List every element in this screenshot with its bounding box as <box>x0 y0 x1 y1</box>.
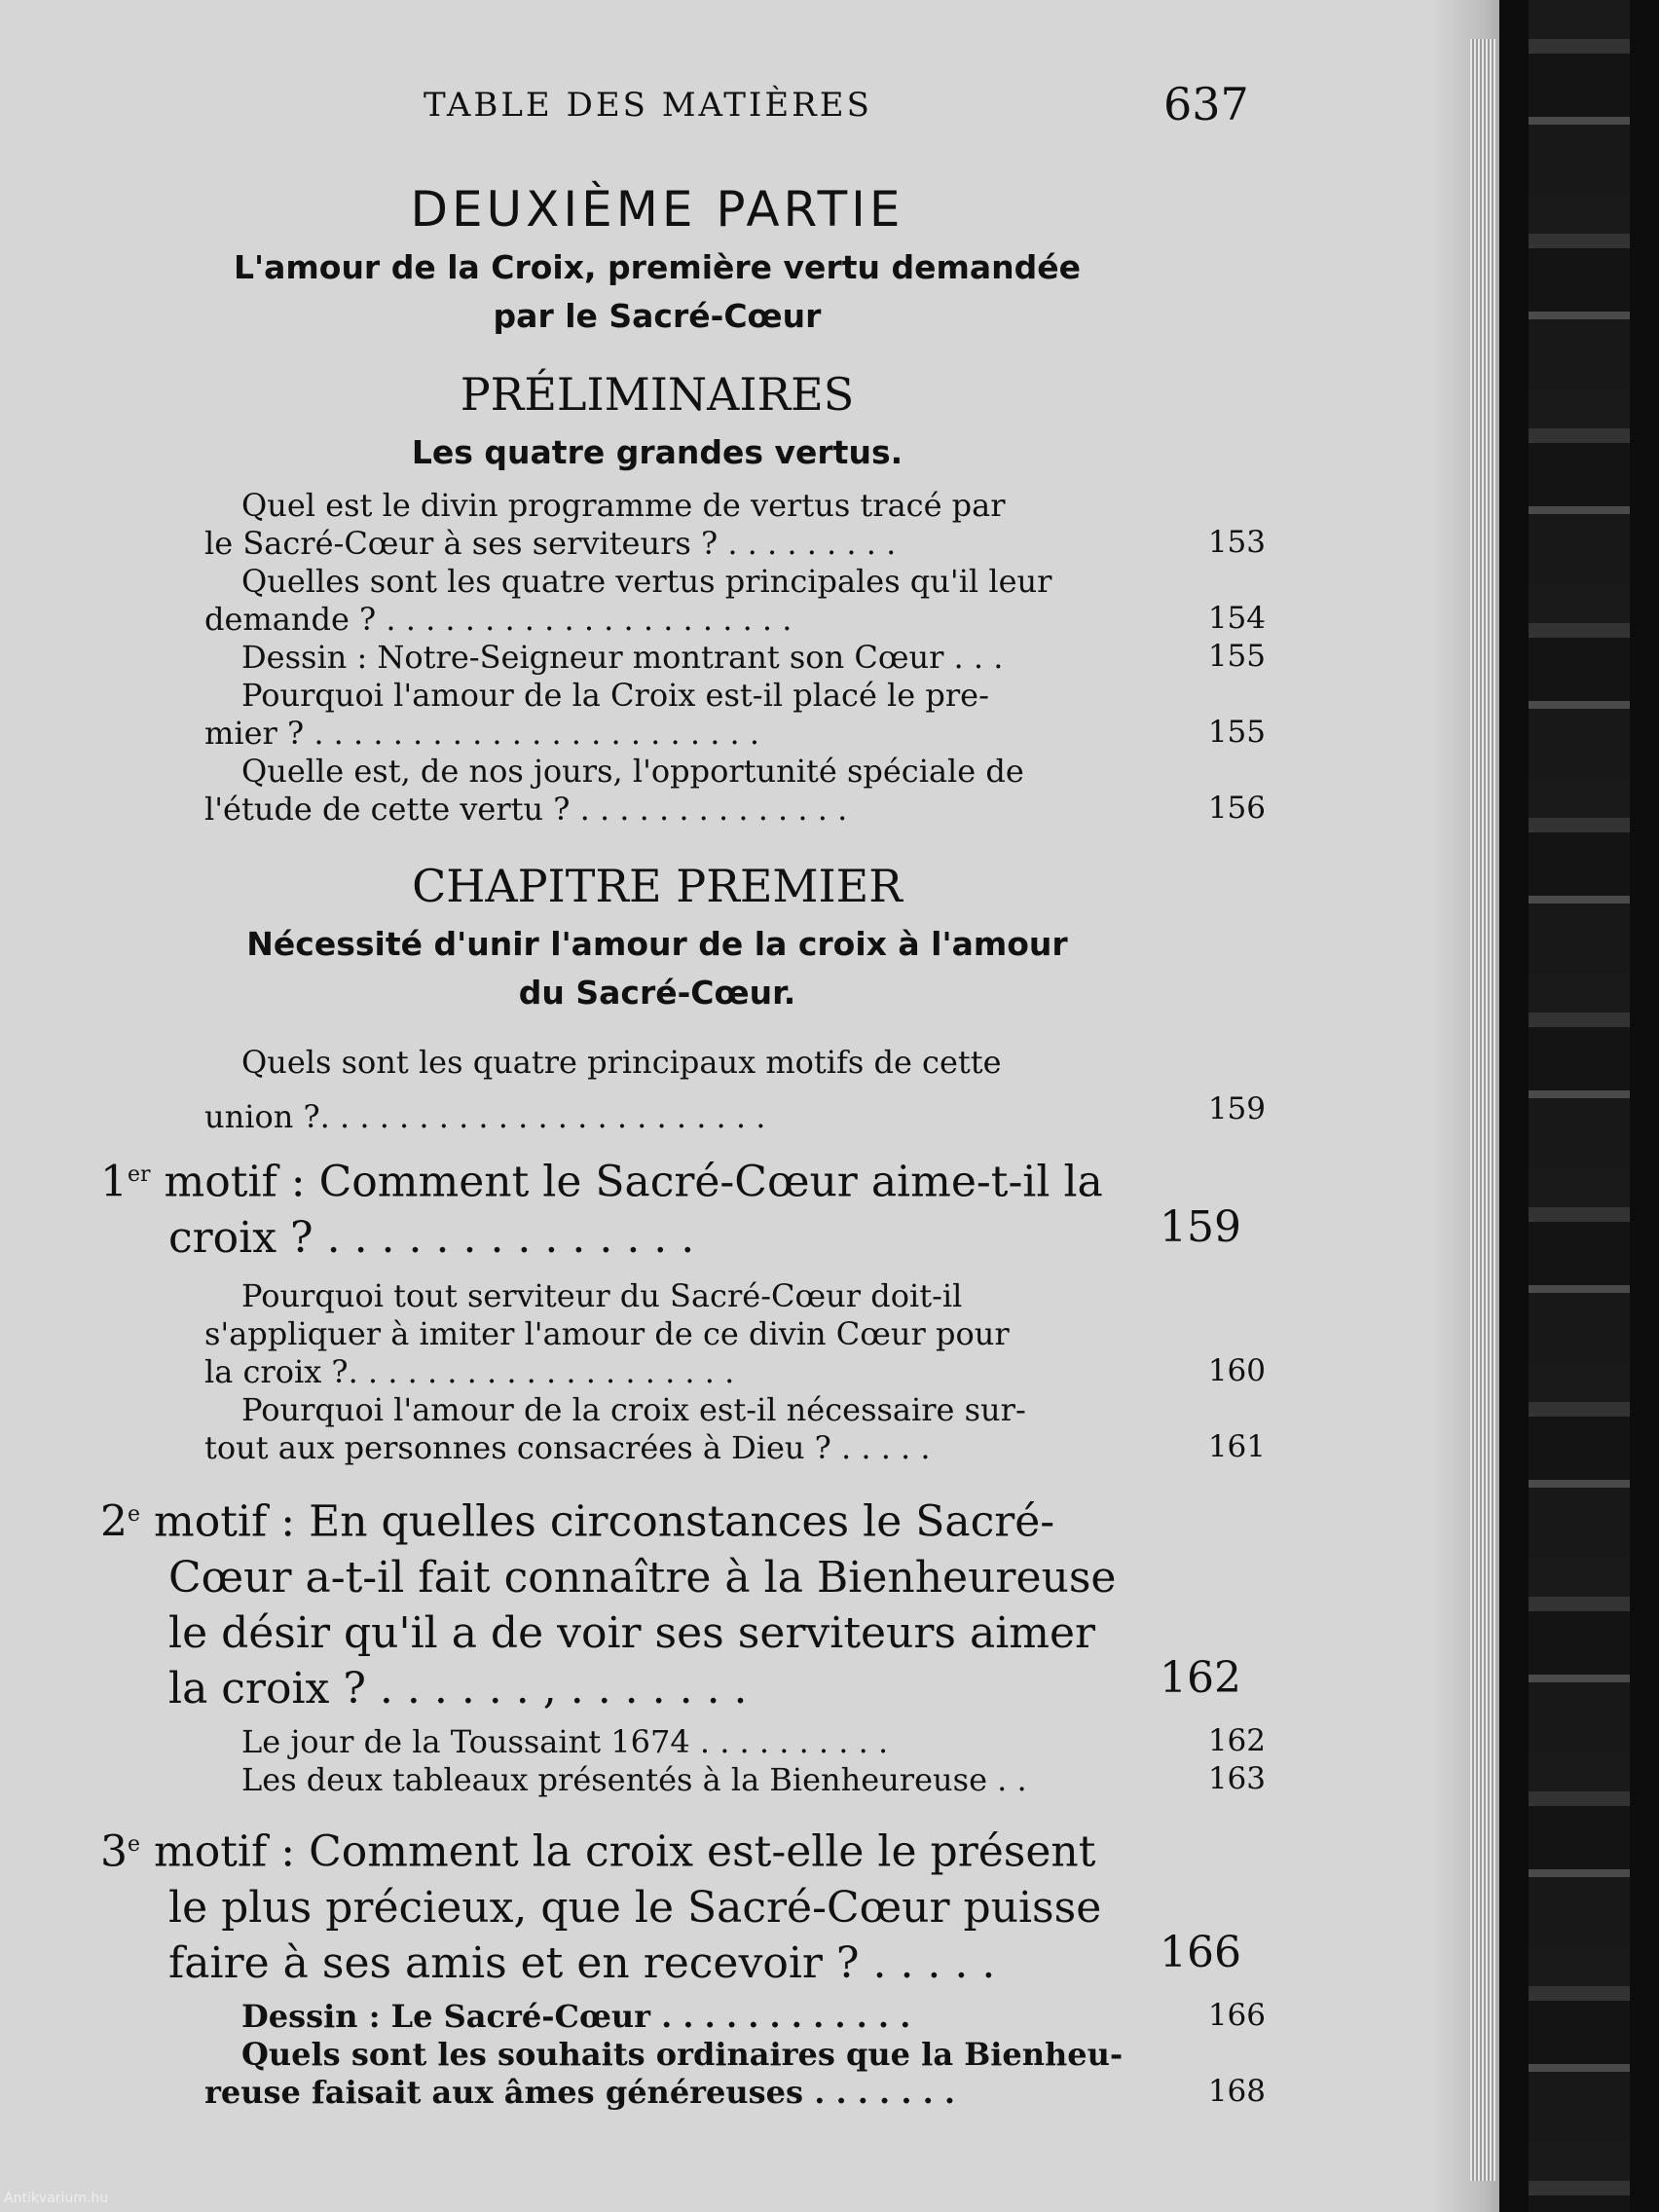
motif-ordinal: 3 <box>100 1826 128 1877</box>
motif-heading-line: motif : En quelles circonstances le Sacré- <box>154 1496 1055 1547</box>
page-number: 637 <box>1163 78 1249 130</box>
toc-entry-line: Quelles sont les quatre vertus principales qu'il leur <box>241 563 1052 600</box>
toc-entry <box>204 1761 1241 1799</box>
chapter-subtitle-line1: Nécessité d'unir l'amour de la croix à l'amour <box>246 925 1068 963</box>
part-subtitle-line1: L'amour de la Croix, première vertu demandée <box>233 248 1082 286</box>
motif-page-number: 159 <box>1160 1202 1241 1252</box>
part-subtitle-line2: par le Sacré-Cœur <box>493 297 822 335</box>
toc-page-number: 159 <box>1207 1091 1266 1126</box>
motif-heading-line: Cœur a-t-il fait connaître à la Bienheureuse <box>168 1552 1117 1603</box>
section-title-preliminaires: PRÉLIMINAIRES <box>460 368 855 421</box>
toc-entry-line: s'appliquer à imiter l'amour de ce divin Cœur pour <box>204 1315 1010 1352</box>
motif-page-number: 166 <box>1160 1928 1241 1977</box>
toc-entry-line: reuse faisait aux âmes généreuses . . . . . . . <box>204 2074 956 2111</box>
part-title: DEUXIÈME PARTIE <box>410 181 904 238</box>
motif-heading-line: le plus précieux, que le Sacré-Cœur puisse <box>168 1882 1102 1933</box>
toc-entry-line: Les deux tableaux présentés à la Bienheureuse . . <box>241 1761 1027 1798</box>
toc-entry <box>204 1035 1241 1144</box>
running-header-title: TABLE DES MATIÈRES <box>424 86 872 125</box>
motif-ordinal-suffix: er <box>128 1162 151 1187</box>
toc-entry <box>204 563 1241 639</box>
toc-entry-line: la croix ?. . . . . . . . . . . . . . . . . . . . <box>204 1353 735 1390</box>
toc-page-number: 155 <box>1207 715 1266 750</box>
toc-entry <box>204 487 1241 563</box>
toc-entry-line: Quel est le divin programme de vertus tracé par <box>241 487 1006 524</box>
toc-entry-line: Quels sont les quatre principaux motifs de cette <box>241 1044 1002 1081</box>
motif-heading-line: la croix ? . . . . . . , . . . . . . . <box>168 1663 748 1714</box>
toc-page-number: 161 <box>1207 1429 1266 1464</box>
toc-page-number: 166 <box>1207 1998 1266 2033</box>
toc-entry-line: mier ? . . . . . . . . . . . . . . . . . . . . . . . <box>204 715 760 752</box>
motif-heading-line: faire à ses amis et en recevoir ? . . . . . <box>168 1937 996 1988</box>
toc-entry-line: tout aux personnes consacrées à Dieu ? . . . . . <box>204 1429 931 1466</box>
toc-entry-line: union ?. . . . . . . . . . . . . . . . . . . . . . . <box>204 1098 766 1135</box>
spine-texture <box>1529 0 1630 2212</box>
toc-entry <box>204 753 1241 829</box>
toc-entry-line: demande ? . . . . . . . . . . . . . . . . . . . . . <box>204 601 793 638</box>
motif-ordinal-suffix: e <box>128 1502 141 1527</box>
toc-entry-line: Pourquoi l'amour de la Croix est-il placé le pre- <box>241 677 989 714</box>
motif-heading-line: croix ? . . . . . . . . . . . . . . <box>168 1212 695 1263</box>
toc-entry <box>204 1723 1241 1761</box>
toc-page-number: 154 <box>1207 601 1266 636</box>
motif-heading-line: motif : Comment la croix est-elle le présent <box>154 1826 1096 1877</box>
chapter-title: CHAPITRE PREMIER <box>412 860 903 912</box>
watermark: Antikvarium.hu <box>4 2191 109 2206</box>
toc-page-number: 155 <box>1207 639 1266 674</box>
toc-entry <box>204 2036 1241 2112</box>
toc-entry-line: Quels sont les souhaits ordinaires que la Bienheu- <box>241 2036 1124 2073</box>
toc-entry-line: Quelle est, de nos jours, l'opportunité spéciale de <box>241 753 1024 790</box>
toc-entry-line: Dessin : Le Sacré-Cœur . . . . . . . . . . . . <box>241 1998 911 2035</box>
motif-heading <box>100 1487 1142 1716</box>
toc-entry-line: l'étude de cette vertu ? . . . . . . . . . . . . . . <box>204 791 848 828</box>
toc-entry-line: le Sacré-Cœur à ses serviteurs ? . . . . . . . . . <box>204 525 897 562</box>
page-edges <box>1470 39 1495 2181</box>
toc-page-number: 160 <box>1207 1353 1266 1388</box>
toc-entry-line: Pourquoi l'amour de la croix est-il nécessaire sur- <box>241 1391 1026 1428</box>
toc-page-number: 162 <box>1207 1723 1266 1758</box>
chapter-subtitle-line2: du Sacré-Cœur. <box>518 974 796 1012</box>
toc-entry-line: Dessin : Notre-Seigneur montrant son Cœur . . . <box>241 639 1004 676</box>
toc-entry-line: Le jour de la Toussaint 1674 . . . . . . . . . . <box>241 1723 889 1760</box>
motif-heading-line: motif : Comment le Sacré-Cœur aime-t-il la <box>164 1157 1103 1207</box>
motif-heading <box>100 1147 1142 1266</box>
toc-page-number: 168 <box>1207 2074 1266 2109</box>
toc-entry <box>204 1277 1241 1391</box>
motif-ordinal: 2 <box>100 1496 128 1547</box>
toc-entry <box>204 1998 1241 2036</box>
toc-page-number: 153 <box>1207 525 1266 560</box>
motif-page-number: 162 <box>1160 1653 1241 1703</box>
toc-entry <box>204 677 1241 753</box>
toc-entry-line: Pourquoi tout serviteur du Sacré-Cœur doit-il <box>241 1277 963 1314</box>
motif-ordinal: 1 <box>100 1157 128 1207</box>
motif-ordinal-suffix: e <box>128 1832 141 1857</box>
toc-entry <box>204 1391 1241 1467</box>
motif-heading <box>100 1817 1142 1991</box>
toc-entry <box>204 639 1241 677</box>
toc-page-number: 163 <box>1207 1761 1266 1796</box>
motif-heading-line: le désir qu'il a de voir ses serviteurs aimer <box>168 1607 1096 1658</box>
toc-page-number: 156 <box>1207 791 1266 826</box>
section-subtitle-preliminaires: Les quatre grandes vertus. <box>411 433 903 471</box>
